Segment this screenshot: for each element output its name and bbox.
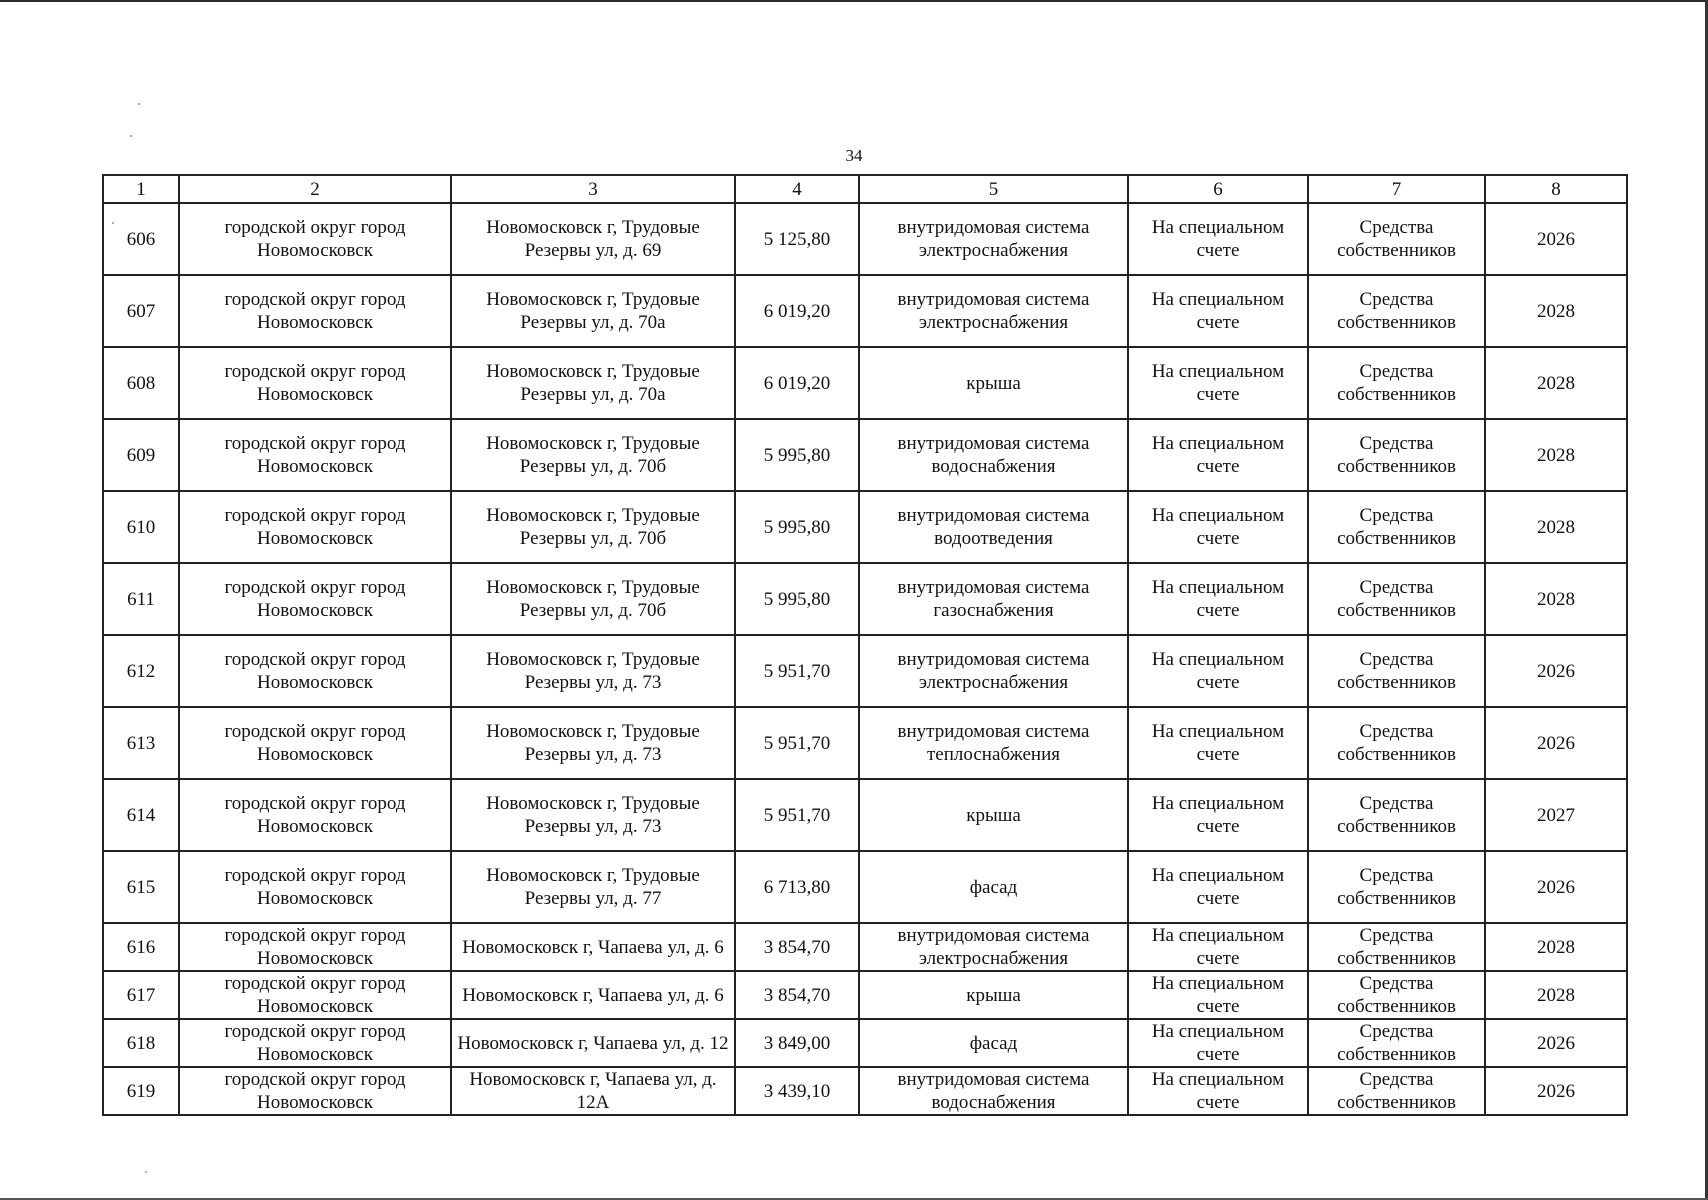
- table-row: [103, 1019, 1627, 1067]
- cell-municipality: городской округ город Новомосковск: [179, 203, 451, 275]
- cell-area: 6 019,20: [735, 347, 859, 419]
- header-row: [103, 175, 1627, 203]
- cell-work-type: внутридомовая система электроснабжения: [859, 203, 1128, 275]
- cell-area: 6 713,80: [735, 851, 859, 923]
- cell-year: 2028: [1485, 971, 1627, 1019]
- cell-fund-method: На специальном счете: [1128, 563, 1308, 635]
- cell-municipality: городской округ город Новомосковск: [179, 851, 451, 923]
- cell-area: 3 854,70: [735, 971, 859, 1019]
- scan-speck: [145, 1171, 147, 1173]
- cell-fund-method: На специальном счете: [1128, 203, 1308, 275]
- cell-municipality: городской округ город Новомосковск: [179, 1067, 451, 1115]
- column-header: 7: [1308, 175, 1485, 203]
- column-header: 4: [735, 175, 859, 203]
- cell-year: 2026: [1485, 851, 1627, 923]
- cell-municipality: городской округ город Новомосковск: [179, 563, 451, 635]
- cell-municipality: городской округ город Новомосковск: [179, 923, 451, 971]
- cell-number: 610: [103, 491, 179, 563]
- cell-funding-source: Средства собственников: [1308, 971, 1485, 1019]
- cell-number: 613: [103, 707, 179, 779]
- cell-area: 5 995,80: [735, 491, 859, 563]
- cell-funding-source: Средства собственников: [1308, 1067, 1485, 1115]
- cell-funding-source: Средства собственников: [1308, 419, 1485, 491]
- table-row: [103, 923, 1627, 971]
- table-row: [103, 779, 1627, 851]
- cell-address: Новомосковск г, Чапаева ул, д. 12: [451, 1019, 735, 1067]
- cell-number: 609: [103, 419, 179, 491]
- cell-year: 2026: [1485, 707, 1627, 779]
- cell-number: 608: [103, 347, 179, 419]
- cell-address: Новомосковск г, Трудовые Резервы ул, д. 70б: [451, 491, 735, 563]
- cell-address: Новомосковск г, Трудовые Резервы ул, д. 73: [451, 635, 735, 707]
- cell-funding-source: Средства собственников: [1308, 563, 1485, 635]
- table-row: [103, 563, 1627, 635]
- table-row: [103, 971, 1627, 1019]
- cell-work-type: внутридомовая система теплоснабжения: [859, 707, 1128, 779]
- table-row: [103, 275, 1627, 347]
- registry-table: [102, 174, 1628, 1116]
- table-row: [103, 347, 1627, 419]
- cell-address: Новомосковск г, Трудовые Резервы ул, д. 70а: [451, 275, 735, 347]
- table-row: [103, 491, 1627, 563]
- cell-number: 616: [103, 923, 179, 971]
- cell-year: 2026: [1485, 1067, 1627, 1115]
- cell-work-type: внутридомовая система газоснабжения: [859, 563, 1128, 635]
- table-row: [103, 707, 1627, 779]
- cell-area: 5 995,80: [735, 419, 859, 491]
- cell-year: 2026: [1485, 1019, 1627, 1067]
- cell-municipality: городской округ город Новомосковск: [179, 779, 451, 851]
- cell-address: Новомосковск г, Чапаева ул, д. 12А: [451, 1067, 735, 1115]
- cell-municipality: городской округ город Новомосковск: [179, 1019, 451, 1067]
- cell-number: 607: [103, 275, 179, 347]
- cell-area: 5 995,80: [735, 563, 859, 635]
- cell-year: 2028: [1485, 563, 1627, 635]
- scan-speck: [130, 135, 132, 137]
- cell-work-type: внутридомовая система водоснабжения: [859, 419, 1128, 491]
- column-header: 6: [1128, 175, 1308, 203]
- cell-number: 612: [103, 635, 179, 707]
- cell-funding-source: Средства собственников: [1308, 491, 1485, 563]
- cell-municipality: городской округ город Новомосковск: [179, 347, 451, 419]
- cell-address: Новомосковск г, Чапаева ул, д. 6: [451, 923, 735, 971]
- cell-funding-source: Средства собственников: [1308, 635, 1485, 707]
- cell-municipality: городской округ город Новомосковск: [179, 635, 451, 707]
- table-row: [103, 851, 1627, 923]
- cell-area: 5 951,70: [735, 707, 859, 779]
- cell-funding-source: Средства собственников: [1308, 779, 1485, 851]
- cell-number: 618: [103, 1019, 179, 1067]
- cell-municipality: городской округ город Новомосковск: [179, 491, 451, 563]
- cell-fund-method: На специальном счете: [1128, 1019, 1308, 1067]
- cell-fund-method: На специальном счете: [1128, 491, 1308, 563]
- cell-year: 2028: [1485, 491, 1627, 563]
- table-row: [103, 203, 1627, 275]
- table-row: [103, 1067, 1627, 1115]
- cell-area: 5 951,70: [735, 635, 859, 707]
- column-header: 2: [179, 175, 451, 203]
- cell-year: 2027: [1485, 779, 1627, 851]
- cell-work-type: внутридомовая система электроснабжения: [859, 635, 1128, 707]
- cell-year: 2028: [1485, 923, 1627, 971]
- cell-work-type: внутридомовая система электроснабжения: [859, 275, 1128, 347]
- cell-year: 2028: [1485, 347, 1627, 419]
- cell-address: Новомосковск г, Трудовые Резервы ул, д. 70а: [451, 347, 735, 419]
- cell-fund-method: На специальном счете: [1128, 419, 1308, 491]
- cell-funding-source: Средства собственников: [1308, 203, 1485, 275]
- cell-area: 6 019,20: [735, 275, 859, 347]
- cell-work-type: крыша: [859, 347, 1128, 419]
- cell-address: Новомосковск г, Трудовые Резервы ул, д. 73: [451, 707, 735, 779]
- cell-area: 5 951,70: [735, 779, 859, 851]
- table-row: [103, 635, 1627, 707]
- cell-work-type: фасад: [859, 851, 1128, 923]
- cell-work-type: внутридомовая система водоотведения: [859, 491, 1128, 563]
- cell-work-type: внутридомовая система водоснабжения: [859, 1067, 1128, 1115]
- cell-fund-method: На специальном счете: [1128, 779, 1308, 851]
- cell-work-type: внутридомовая система электроснабжения: [859, 923, 1128, 971]
- cell-number: 606: [103, 203, 179, 275]
- column-header: 3: [451, 175, 735, 203]
- cell-work-type: крыша: [859, 971, 1128, 1019]
- cell-address: Новомосковск г, Трудовые Резервы ул, д. 77: [451, 851, 735, 923]
- cell-number: 619: [103, 1067, 179, 1115]
- cell-area: 5 125,80: [735, 203, 859, 275]
- cell-address: Новомосковск г, Чапаева ул, д. 6: [451, 971, 735, 1019]
- column-header: 1: [103, 175, 179, 203]
- cell-year: 2028: [1485, 419, 1627, 491]
- cell-area: 3 854,70: [735, 923, 859, 971]
- cell-area: 3 849,00: [735, 1019, 859, 1067]
- cell-fund-method: На специальном счете: [1128, 1067, 1308, 1115]
- cell-municipality: городской округ город Новомосковск: [179, 419, 451, 491]
- cell-year: 2026: [1485, 635, 1627, 707]
- cell-municipality: городской округ город Новомосковск: [179, 971, 451, 1019]
- cell-fund-method: На специальном счете: [1128, 923, 1308, 971]
- cell-address: Новомосковск г, Трудовые Резервы ул, д. 69: [451, 203, 735, 275]
- cell-work-type: фасад: [859, 1019, 1128, 1067]
- cell-fund-method: На специальном счете: [1128, 971, 1308, 1019]
- cell-funding-source: Средства собственников: [1308, 923, 1485, 971]
- page-number: 34: [845, 146, 863, 165]
- scan-speck: [138, 103, 140, 105]
- cell-funding-source: Средства собственников: [1308, 851, 1485, 923]
- cell-funding-source: Средства собственников: [1308, 1019, 1485, 1067]
- cell-number: 615: [103, 851, 179, 923]
- cell-fund-method: На специальном счете: [1128, 347, 1308, 419]
- column-header: 8: [1485, 175, 1627, 203]
- cell-fund-method: На специальном счете: [1128, 851, 1308, 923]
- cell-fund-method: На специальном счете: [1128, 707, 1308, 779]
- cell-address: Новомосковск г, Трудовые Резервы ул, д. 70б: [451, 563, 735, 635]
- cell-funding-source: Средства собственников: [1308, 707, 1485, 779]
- cell-municipality: городской округ город Новомосковск: [179, 275, 451, 347]
- cell-address: Новомосковск г, Трудовые Резервы ул, д. 70б: [451, 419, 735, 491]
- cell-fund-method: На специальном счете: [1128, 635, 1308, 707]
- scan-edge-top: [0, 0, 1708, 2]
- cell-year: 2028: [1485, 275, 1627, 347]
- cell-address: Новомосковск г, Трудовые Резервы ул, д. 73: [451, 779, 735, 851]
- cell-municipality: городской округ город Новомосковск: [179, 707, 451, 779]
- cell-fund-method: На специальном счете: [1128, 275, 1308, 347]
- cell-number: 614: [103, 779, 179, 851]
- cell-number: 611: [103, 563, 179, 635]
- cell-number: 617: [103, 971, 179, 1019]
- cell-work-type: крыша: [859, 779, 1128, 851]
- table-row: [103, 419, 1627, 491]
- cell-funding-source: Средства собственников: [1308, 275, 1485, 347]
- column-header: 5: [859, 175, 1128, 203]
- cell-year: 2026: [1485, 203, 1627, 275]
- cell-funding-source: Средства собственников: [1308, 347, 1485, 419]
- cell-area: 3 439,10: [735, 1067, 859, 1115]
